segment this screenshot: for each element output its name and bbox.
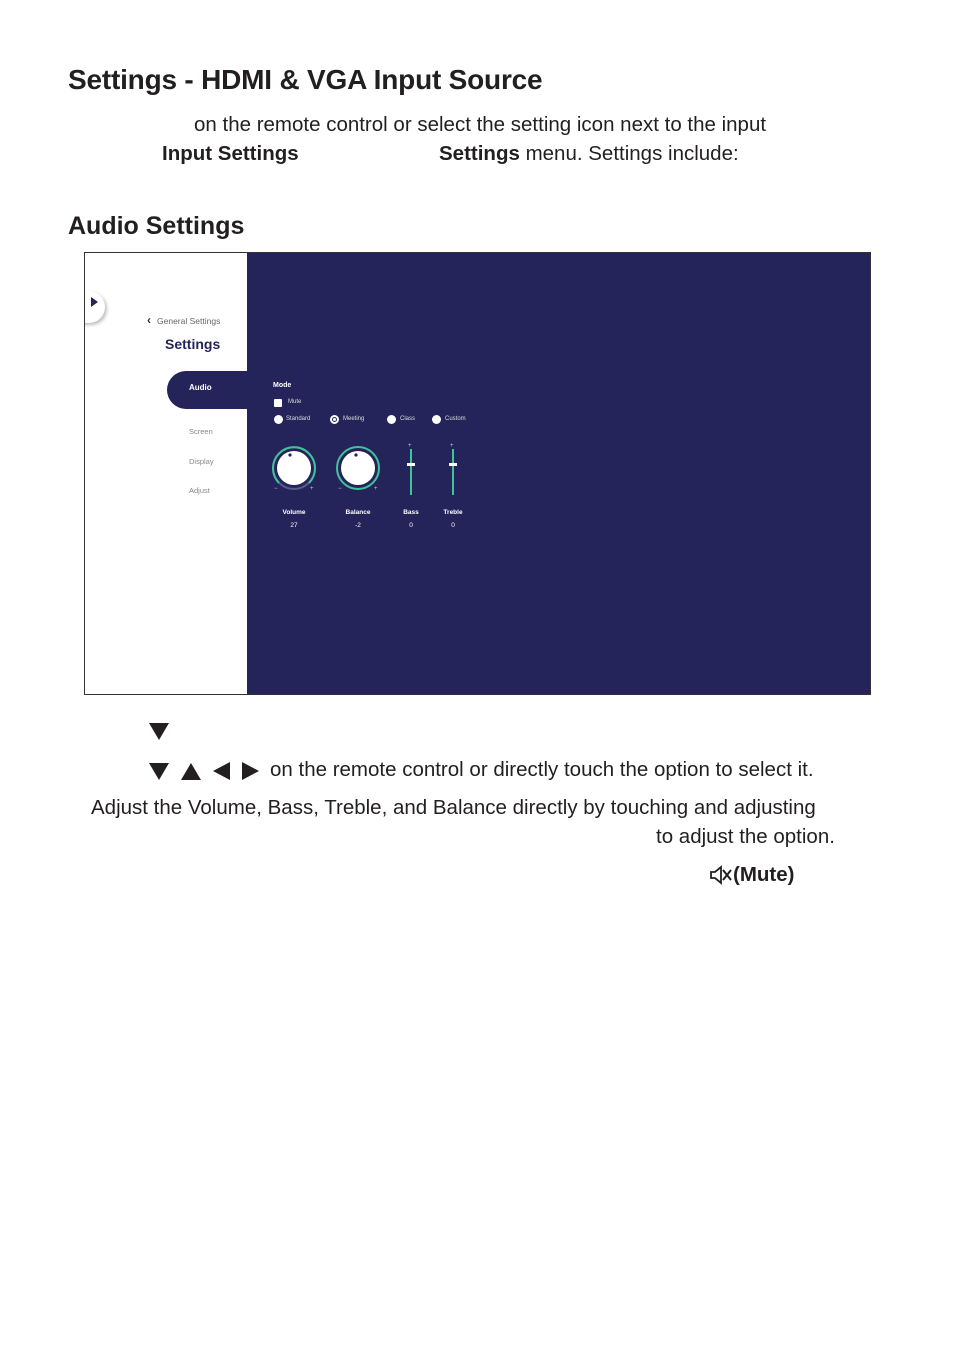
settings-term: Settings <box>439 142 520 165</box>
input-settings-term: Input Settings <box>162 142 299 165</box>
mute-reference <box>709 863 794 887</box>
bass-label: Bass <box>403 509 419 516</box>
adjust-instruction-1: Adjust the Volume, Bass, Treble, and Balance directly by touching and adjusting <box>91 796 816 819</box>
adjust-instruction-2: to adjust the option. <box>656 825 835 848</box>
svg-text:+: + <box>450 443 454 449</box>
panel-toggle-tab[interactable] <box>84 291 105 323</box>
up-arrow-icon <box>181 763 201 780</box>
intro-line-2-rest <box>439 142 739 166</box>
intro-line-2 <box>162 142 299 166</box>
treble-label: Treble <box>443 509 463 516</box>
left-arrow-icon <box>213 762 230 780</box>
svg-text:+: + <box>310 486 314 491</box>
treble-slider[interactable] <box>449 441 457 497</box>
mute-checkbox[interactable] <box>274 399 282 407</box>
back-link[interactable] <box>147 313 220 327</box>
nav-item-audio[interactable] <box>167 371 257 409</box>
settings-side-panel <box>85 253 247 694</box>
mute-checkbox-label: Mute <box>288 399 302 405</box>
svg-text:+: + <box>408 443 412 449</box>
audio-settings-screenshot <box>84 252 871 695</box>
arrow-keys <box>149 761 259 781</box>
nav-item-adjust[interactable]: Adjust <box>189 486 210 495</box>
section-title: Audio Settings <box>68 212 245 240</box>
nav-item-display[interactable]: Display <box>189 457 214 466</box>
mode-radio-custom-label: Custom <box>445 416 466 422</box>
play-arrow-icon <box>91 297 98 307</box>
down-arrow-icon <box>149 763 169 780</box>
volume-knob[interactable] <box>271 445 317 491</box>
volume-value: 27 <box>290 522 298 529</box>
svg-text:−: − <box>338 486 342 491</box>
mute-speaker-icon <box>709 864 733 886</box>
nav-item-audio-label: Audio <box>189 383 212 392</box>
nav-item-screen[interactable]: Screen <box>189 427 213 436</box>
mode-radio-class-label: Class <box>400 416 416 422</box>
panel-title: Settings <box>165 336 221 352</box>
right-arrow-icon <box>242 762 259 780</box>
down-arrow-icon <box>149 723 169 745</box>
nav-instruction: on the remote control or directly touch the option to select it. <box>270 758 814 781</box>
mode-radio-custom[interactable] <box>432 415 441 424</box>
treble-value: 0 <box>451 522 455 529</box>
mute-label: (Mute) <box>733 863 795 886</box>
mode-radio-meeting[interactable] <box>330 415 339 424</box>
bass-slider[interactable] <box>407 441 415 497</box>
volume-label: Volume <box>282 509 306 516</box>
page-title: Settings - HDMI & VGA Input Source <box>68 64 543 95</box>
chevron-left-icon: ‹ <box>147 313 151 327</box>
balance-knob[interactable] <box>335 445 381 491</box>
mode-radio-standard-label: Standard <box>286 416 311 422</box>
svg-text:−: − <box>274 486 278 491</box>
intro-line-1: on the remote control or select the setting icon next to the input <box>194 113 767 136</box>
mode-radio-standard[interactable] <box>274 415 283 424</box>
mode-label: Mode <box>273 382 292 389</box>
back-label: General Settings <box>157 316 221 326</box>
intro-line-2-tail: menu. Settings include: <box>525 142 739 165</box>
bass-value: 0 <box>409 522 413 529</box>
mode-radio-meeting-label: Meeting <box>343 416 365 422</box>
balance-label: Balance <box>345 509 371 516</box>
mode-radio-class[interactable] <box>387 415 396 424</box>
balance-value: -2 <box>355 522 361 529</box>
svg-text:+: + <box>374 486 378 491</box>
